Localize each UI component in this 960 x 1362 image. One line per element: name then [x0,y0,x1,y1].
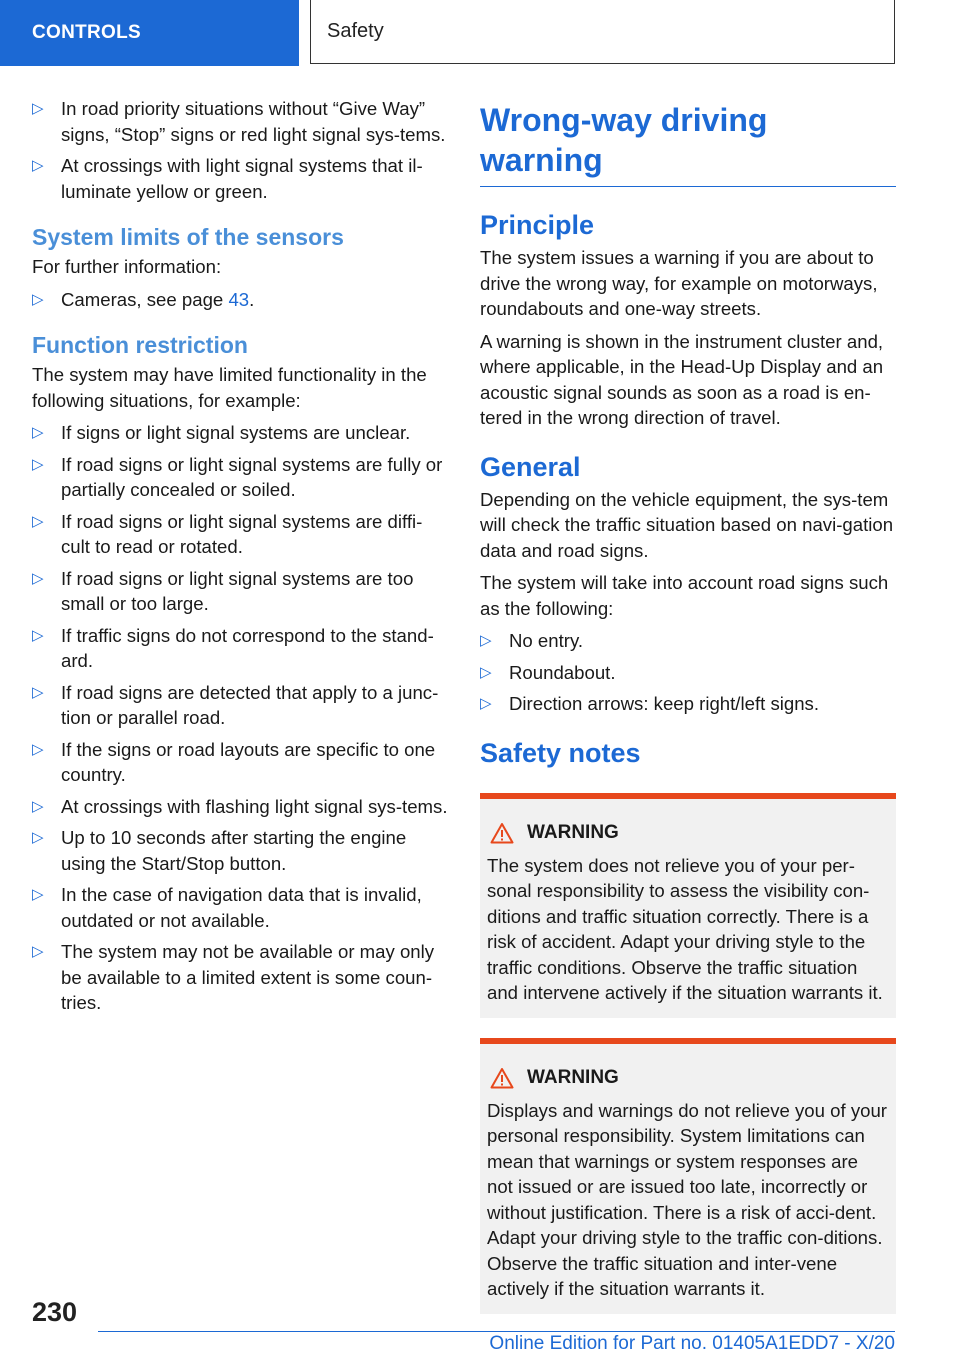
sensors-heading: System limits of the sensors [32,224,344,250]
list-item: ▷ If the signs or road layouts are specific to one country. [32,738,436,785]
triangle-right-icon: ▷ [32,829,44,846]
general-bullet-list [480,628,896,717]
principle-heading: Principle [480,210,595,240]
list-item: ▷ No entry. [480,628,896,654]
warning-triangle-icon [490,822,514,844]
list-item: ▷ In the case of navigation data that is invalid, outdated or not available. [32,884,422,931]
general-heading: General [480,451,581,482]
warning-box [480,793,896,1018]
warning-title [487,1066,888,1090]
triangle-right-icon: ▷ [480,695,492,712]
list-item: ▷ At crossings with flashing light signal sys-tems. [32,794,450,820]
triangle-right-icon: ▷ [32,626,44,644]
principle-paragraph-2: A warning is shown in the instrument cluster and, where applicable, in the Head-Up Display and an acoustic signal sounds as soon as a road is en-tered in the wrong direction of travel. [480,330,884,428]
triangle-right-icon: ▷ [32,740,44,758]
sensors-bullet-list [32,287,450,313]
triangle-right-icon: ▷ [32,512,44,530]
right-column [480,96,896,1314]
restriction-heading: Function restriction [32,332,248,358]
left-column [32,96,450,1022]
list-item: ▷ At crossings with light signal systems that il-luminate yellow or green. [32,155,423,202]
warning-text: The system does not relieve you of your per-sonal responsibility to assess the visibility con-ditions and traffic situation correctly. There is a risk of accident. Adapt your driving style to the traffic conditions. Observe the traffic situation and intervene actively if the situation warrants it. [487,854,883,1003]
list-item: ▷ If traffic signs do not correspond to the stand-ard. [32,624,434,671]
warning-triangle-icon [490,1067,514,1089]
list-item: ▷ Up to 10 seconds after starting the engine using the Start/Stop button. [32,827,407,874]
section-tab [0,0,299,66]
sensors-text: For further information: [32,256,222,277]
footer-divider [98,1331,895,1332]
warning-text: Displays and warnings do not relieve you of your personal responsibility. System limitations can mean that warnings or system responses are not issued or are issued too late, incorrectly or without justification. There is a risk of acci-dent. Adapt your driving style to the traffic con-ditions. Observe the traffic situation and inter-vene actively if the situation warrants it. [487,1099,887,1299]
triangle-right-icon: ▷ [32,157,44,174]
warning-title [487,821,888,845]
list-item: ▷ The system may not be available or may only be available to a limited extent is some coun-tries. [32,941,435,1013]
triangle-right-icon: ▷ [32,683,44,701]
safety-heading: Safety notes [480,737,641,768]
triangle-right-icon: ▷ [32,424,44,441]
section-title: CONTROLS [32,22,142,43]
triangle-right-icon: ▷ [32,886,44,903]
chapter-tab [310,0,895,64]
list-item: ▷ If road signs are detected that apply to a junc-tion or parallel road. [32,681,439,728]
triangle-right-icon: ▷ [32,455,44,473]
restriction-text: The system may have limited functionality in the following situations, for example: [32,364,427,411]
edition-text: Online Edition for Part no. 01405A1EDD7 - X/20 [489,1333,895,1354]
general-paragraph-1: Depending on the vehicle equipment, the sys-tem will check the traffic situation based on navi-gation data and road signs. [480,488,894,561]
list-item: ▷ If road signs or light signal systems are too small or too large. [32,567,414,614]
triangle-right-icon: ▷ [32,569,44,587]
triangle-right-icon: ▷ [32,100,44,117]
page-number: 230 [32,1297,78,1327]
warning-label: WARNING [527,821,619,843]
list-item: ▷ If road signs or light signal systems are diffi-cult to read or rotated. [32,510,423,557]
restriction-bullet-list [32,420,450,1016]
general-paragraph-2: The system will take into account road signs such as the following: [480,572,889,619]
list-item: ▷ Direction arrows: keep right/left signs. [480,691,896,717]
page-title: Wrong-way driving warning [480,100,896,187]
chapter-title: Safety [327,20,384,42]
list-item: ▷ If signs or light signal systems are unclear. [32,420,450,446]
triangle-right-icon: ▷ [480,663,492,681]
list-item: ▷ Roundabout. [480,660,896,686]
warning-label: WARNING [527,1066,619,1088]
list-item: ▷ Cameras, see page 43. [32,287,450,313]
list-item: ▷ If road signs or light signal systems are fully or partially concealed or soiled. [32,453,443,500]
warning-box [480,1038,896,1314]
page-link[interactable]: 43 [228,288,250,310]
triangle-right-icon: ▷ [480,632,492,649]
intro-bullet-list [32,96,450,204]
principle-paragraph-1: The system issues a warning if you are about to drive the wrong way, for example on motorways, roundabouts and one-way streets. [480,247,878,319]
triangle-right-icon: ▷ [32,290,44,308]
triangle-right-icon: ▷ [32,797,44,815]
list-item: ▷ In road priority situations without “Give Way” signs, “Stop” signs or red light signal sys-tems. [32,98,446,145]
triangle-right-icon: ▷ [32,943,44,960]
